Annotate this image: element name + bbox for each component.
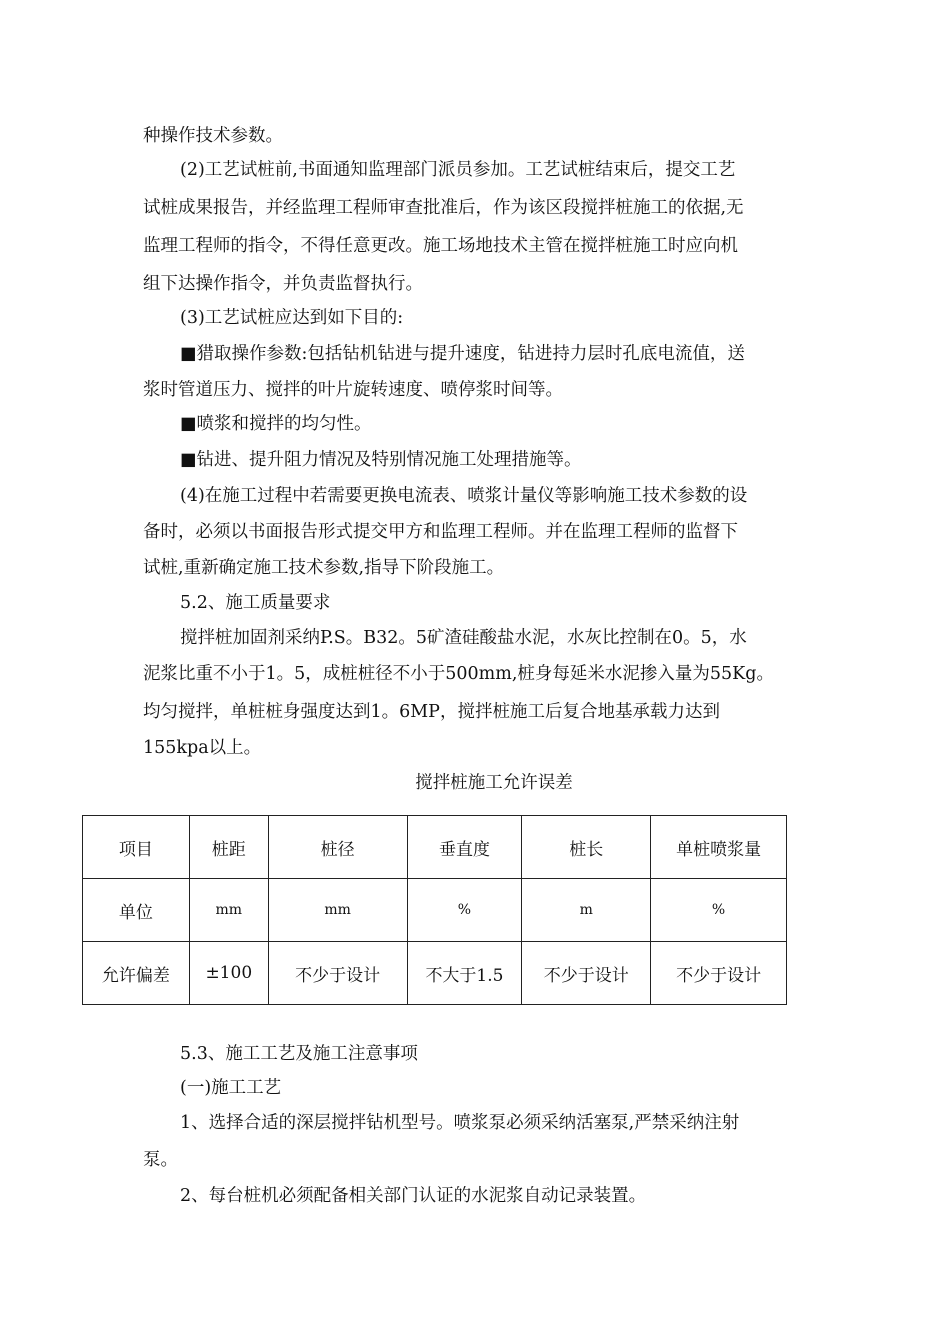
cell-unit-grout: % bbox=[651, 879, 787, 942]
cell-tol-label: 允许偏差 bbox=[83, 942, 190, 1005]
line-14: 5.2、施工质量要求 bbox=[180, 593, 331, 613]
table-row-tolerance bbox=[83, 942, 787, 1005]
cell-header-item: 项目 bbox=[83, 816, 190, 879]
cell-tol-length: 不少于设计 bbox=[522, 942, 651, 1005]
cell-tol-grout: 不少于设计 bbox=[651, 942, 787, 1005]
line-10: ■钻进、提升阻力情况及特别情况施工处理措施等。 bbox=[180, 450, 582, 470]
cell-unit-label: 单位 bbox=[83, 879, 190, 942]
cell-unit-spacing: mm bbox=[189, 879, 268, 942]
line-7: ■猎取操作参数:包括钻机钻进与提升速度，钻进持力层时孔底电流值，送 bbox=[180, 344, 745, 364]
cell-unit-diameter: mm bbox=[268, 879, 407, 942]
after-line-2: (一)施工工艺 bbox=[180, 1078, 282, 1098]
line-4: 监理工程师的指令，不得任意更改。施工场地技术主管在搅拌桩施工时应向机 bbox=[143, 236, 738, 256]
table-row-unit bbox=[83, 879, 787, 942]
line-5: 组下达操作指令，并负责监督执行。 bbox=[143, 274, 423, 294]
line-13: 试桩,重新确定施工技术参数,指导下阶段施工。 bbox=[143, 558, 505, 578]
line-17: 均匀搅拌，单桩桩身强度达到1。6MP，搅拌桩施工后复合地基承载力达到 bbox=[143, 702, 720, 722]
cell-header-length: 桩长 bbox=[522, 816, 651, 879]
cell-tol-spacing: ±100 bbox=[189, 942, 268, 1005]
cell-tol-diameter: 不少于设计 bbox=[268, 942, 407, 1005]
after-line-1: 5.3、施工工艺及施工注意事项 bbox=[180, 1044, 418, 1064]
tolerance-table bbox=[82, 815, 787, 1005]
table-row-header bbox=[83, 816, 787, 879]
line-6: (3)工艺试桩应达到如下目的: bbox=[180, 308, 404, 328]
line-8: 浆时管道压力、搅拌的叶片旋转速度、喷停浆时间等。 bbox=[143, 380, 563, 400]
cell-header-diameter: 桩径 bbox=[268, 816, 407, 879]
line-11: (4)在施工过程中若需要更换电流表、喷浆计量仪等影响施工技术参数的设 bbox=[180, 486, 748, 506]
line-3: 试桩成果报告，并经监理工程师审查批准后，作为该区段搅拌桩施工的依据,无 bbox=[143, 198, 744, 218]
cell-unit-verticality: % bbox=[407, 879, 522, 942]
table-caption: 搅拌桩施工允许误差 bbox=[415, 773, 573, 793]
line-1: 种操作技术参数。 bbox=[143, 126, 283, 146]
cell-header-spacing: 桩距 bbox=[189, 816, 268, 879]
line-9: ■喷浆和搅拌的均匀性。 bbox=[180, 414, 372, 434]
cell-header-grout: 单桩喷浆量 bbox=[651, 816, 787, 879]
line-12: 备时，必须以书面报告形式提交甲方和监理工程师。并在监理工程师的监督下 bbox=[143, 522, 738, 542]
cell-tol-verticality: 不大于1.5 bbox=[407, 942, 522, 1005]
after-line-3: 1、选择合适的深层搅拌钻机型号。喷浆泵必须采纳活塞泵,严禁采纳注射 bbox=[180, 1113, 740, 1133]
line-2: (2)工艺试桩前,书面通知监理部门派员参加。工艺试桩结束后，提交工艺 bbox=[180, 160, 736, 180]
cell-unit-length: m bbox=[522, 879, 651, 942]
line-16: 泥浆比重不小于1。5，成桩桩径不小于500mm,桩身每延米水泥掺入量为55Kg。 bbox=[143, 664, 774, 684]
after-line-5: 2、每台桩机必须配备相关部门认证的水泥浆自动记录装置。 bbox=[180, 1186, 647, 1206]
after-line-4: 泵。 bbox=[143, 1150, 178, 1170]
line-15: 搅拌桩加固剂采纳P.S。B32。5矿渣硅酸盐水泥，水灰比控制在0。5，水 bbox=[180, 628, 747, 648]
cell-header-verticality: 垂直度 bbox=[407, 816, 522, 879]
line-18: 155kpa以上。 bbox=[143, 738, 262, 758]
